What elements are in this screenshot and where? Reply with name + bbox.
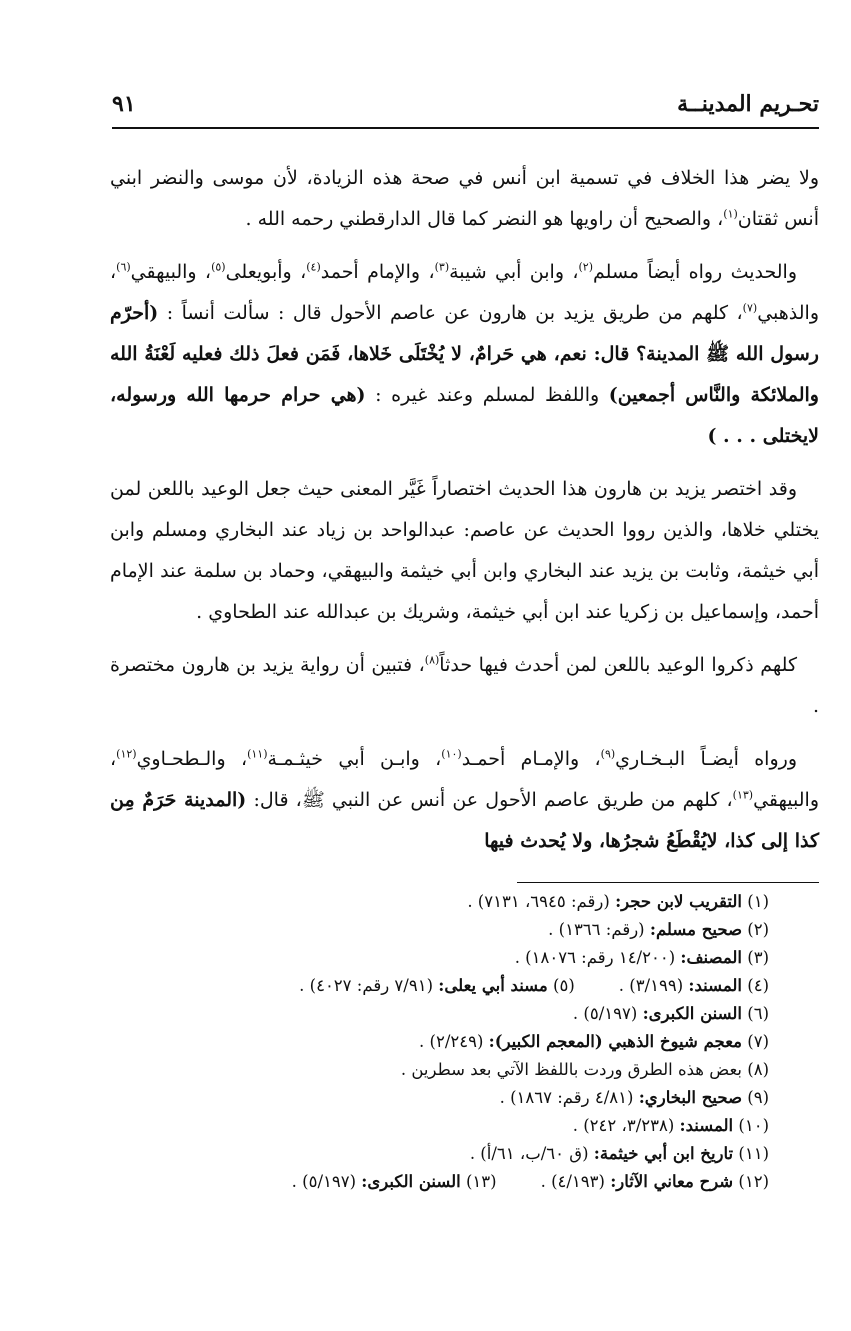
footnote-source: السنن الكبرى: [642,1004,742,1023]
footnote-6 [100,1000,769,1028]
footnote-number: (٤) [742,976,769,995]
footnote-source: صحيح مسلم: [649,920,742,939]
footnote-11 [100,1140,769,1168]
footnote-2 [100,916,769,944]
footnote-10 [100,1112,769,1140]
footnote-source: التقريب لابن حجر: [615,892,742,911]
footnote-3 [100,944,769,972]
footnote-ref: (١٠) [441,747,462,761]
footnote-text: (رقم: ١٣٦٦) . [548,920,650,939]
footnote-ref: (٣) [434,260,450,274]
footnote-source: صحيح البخاري: [638,1088,742,1107]
footnote-source: معجم شيوخ الذهبي (المعجم الكبير): [488,1032,742,1051]
footnote-number: (٦) [742,1004,769,1023]
footnote-ref: (١٣) [732,788,754,802]
footnote-number: (٩) [742,1088,769,1107]
text-run: ، والـطحـاوي [136,748,248,770]
footnote-ref: (٩) [600,747,616,761]
paragraph-5 [110,739,819,862]
paragraph-3 [110,469,819,633]
footnote-7 [100,1028,769,1056]
footnote-ref: (٤) [306,260,321,274]
footnote-number: (١) [742,892,769,911]
footnote-8 [100,1056,769,1084]
text-run: ، كلهم من طريق يزيد بن هارون عن عاصم الأحول قال : سألت أنساً : [158,302,743,324]
footnote-source: السنن الكبرى: [361,1172,461,1191]
footnote-text: بعض هذه الطرق وردت باللفظ الآتي بعد سطرين . [400,1060,742,1079]
footnote-text: (٥/١٩٧) . [291,1172,362,1191]
footnote-number: (١٠) [733,1116,769,1135]
text-run: ، والبيهقي [110,748,819,811]
paragraph-1 [110,158,819,240]
footnote-12 [541,1168,769,1196]
paragraph-2 [110,252,819,457]
text-run: ورواه أيضـاً البـخـاري [615,748,797,770]
footnote-row-12-13 [100,1168,769,1196]
footnote-number: (٧) [742,1032,769,1051]
text-run: ، وأبويعلى [225,261,307,283]
text-run: ولا يضر هذا الخلاف في تسمية ابن أنس في صحة هذه الزيادة، لأن موسى والنضر ابني أنس ثقتان [110,167,819,230]
footnote-number: (٥) [547,976,575,995]
footnote-number: (١١) [733,1144,769,1163]
footnote-row-4-5 [100,972,769,1000]
footnote-text: (٢/٢٤٩) . [419,1032,489,1051]
text-run: ، كلهم من طريق عاصم الأحول عن أنس عن النبي ﷺ، قال: [246,789,733,811]
footnote-ref: (٦) [116,260,131,274]
footnote-text: (٥/١٩٧) . [572,1004,643,1023]
hadith-quote: (أحرّم رسول الله ﷺ المدينة؟ قال: نعم، هي حَرامٌ، لا يُخْتَلَى خَلاها، فَمَن فعلَ ذلك فعليه لَعْنَةُ الله والملائكة والنَّاس أجمعين) [110,302,819,406]
footnote-ref: (٨) [424,653,440,667]
text-run: كلهم ذكروا الوعيد باللعن لمن أحدث فيها حدثاً [439,654,798,676]
footnote-9 [100,1084,769,1112]
running-title: تحـريم المدينــة [677,91,819,117]
text-run: ، والبيهقي [130,261,212,283]
text-run: ، فتبين أن رواية يزيد بن هارون مختصرة . [110,654,819,717]
page-number: ٩١ [112,91,136,117]
hadith-quote: (المدينة حَرَمٌ مِن كذا إلى كذا، لايُقْطَعُ شجرُها، ولا يُحدث فيها [110,789,819,852]
hadith-quote: (هي حرام حرمها الله ورسوله، لايختلى . . . ) [110,384,819,447]
footnote-ref: (٢) [578,260,594,274]
footnote-text: (ق ٦٠/ب، ٦١/أ) . [469,1144,594,1163]
text-run: ، وابن أبي شيبة [449,261,579,283]
text-run: والحديث رواه أيضاً مسلم [593,261,797,283]
footnote-ref: (١) [723,207,738,221]
text-run: ، والإمام أحمد [320,261,435,283]
paragraph-4 [110,645,819,727]
text-run: ، والذهبي [110,261,819,324]
footnote-source: تاريخ ابن أبي خيثمة: [593,1144,734,1163]
footnote-source: مسند أبي يعلى: [438,976,548,995]
text-run: ، والصحيح أن راويها هو النضر كما قال الدارقطني رحمه الله . [245,208,724,230]
footnote-ref: (١٢) [116,747,137,761]
footnote-text: (٣/٢٣٨، ٢٤٢) . [572,1116,680,1135]
footnote-13 [292,1168,497,1196]
footnote-text: (رقم: ٦٩٤٥، ٧١٣١) . [467,892,616,911]
header-rule [112,127,819,129]
footnote-source: المصنف: [680,948,742,967]
footnote-4 [619,972,769,1000]
footnote-number: (٣) [742,948,769,967]
footnote-text: (٤/١٩٣) . [540,1172,611,1191]
footnote-number: (٢) [742,920,769,939]
footnote-text: (٧/٩١ رقم: ٤٠٢٧) . [299,976,439,995]
main-text [110,158,819,874]
footnote-number: (٨) [742,1060,769,1079]
footnote-number: (١٣) [460,1172,497,1191]
footnote-source: المسند: [679,1116,734,1135]
footnote-text: (١٤/٢٠٠ رقم: ١٨٠٧٦) . [514,948,681,967]
text-run: ، والإمـام أحمـد [461,748,601,770]
footnote-5 [299,972,575,1000]
footnote-rule [517,882,819,883]
footnote-ref: (٥) [211,260,226,274]
text-run: واللفظ لمسلم وعند غيره : [365,384,609,406]
footnote-1 [100,888,769,916]
footnote-number: (١٢) [733,1172,769,1191]
footnote-text: (٣/١٩٩) . [618,976,689,995]
footnote-source: المسند: [688,976,742,995]
running-header [112,84,819,124]
footnote-text: (٤/٨١ رقم: ١٨٦٧) . [499,1088,639,1107]
text-run: ، وابـن أبي خيثـمـة [267,748,442,770]
footnote-source: شرح معاني الآثار: [610,1172,734,1191]
footnote-ref: (٧) [742,301,758,315]
text-run: وقد اختصر يزيد بن هارون هذا الحديث اختصاراً غَيَّر المعنى حيث جعل الوعيد باللعن لمن يختلي خلاها، والذين رووا الحديث عن عاصم: عبدالواحد بن زياد عند البخاري ومسلم وابن أبي خيثمة، وثابت بن يزيد عند البخاري وابن أبي خيثمة والبيهقي، وحماد بن سلمة عند الإمام أحمد، وإسماعيل بن زكريا عند ابن أبي خيثمة، وشريك بن عبدالله عند الطحاوي . [110,478,819,623]
footnote-ref: (١١) [247,747,268,761]
footnotes [100,888,769,1196]
